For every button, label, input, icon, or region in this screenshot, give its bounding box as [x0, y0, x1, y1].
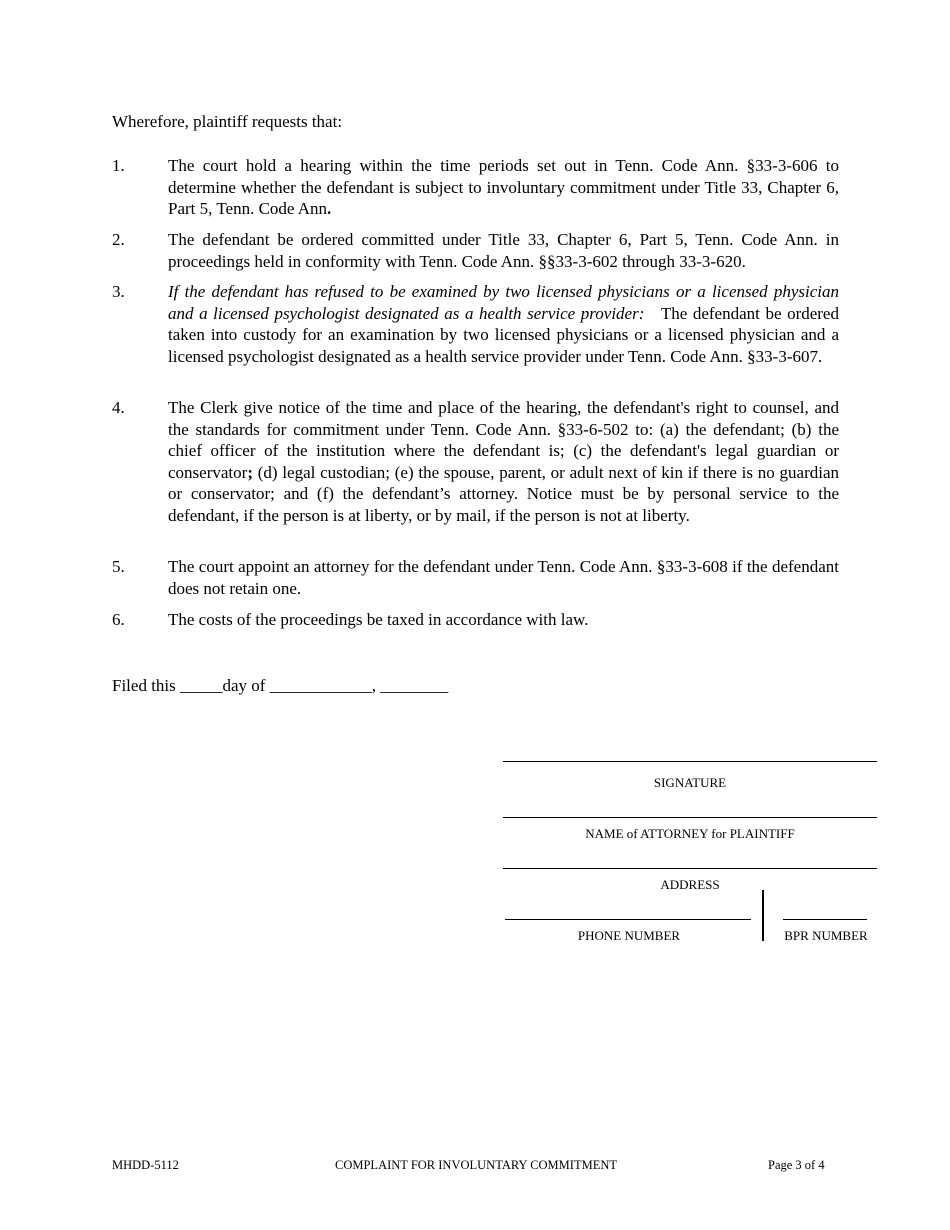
request-text: The defendant be ordered committed under Title 33, Chapter 6, Part 5, Tenn. Code Ann. in proceedings held in conformity with Tenn. Code Ann. §§33-3-602 through 33-3-620. — [168, 230, 839, 271]
request-text: The court appoint an attorney for the defendant under Tenn. Code Ann. §33-3-608 if the defendant does not retain one. — [168, 557, 839, 598]
request-number: 2. — [112, 230, 125, 249]
phone-number-line[interactable] — [505, 919, 751, 920]
attorney-name-line[interactable] — [503, 817, 877, 818]
request-text: If the defendant has refused to be examined by two licensed physicians or a licensed physician and a licensed psychologist designated as a health service provider: The defendant be ordered taken into custody for an examination by two licensed physicians or a licensed physician and a licensed psychologist designated as a health service provider under Tenn. Code Ann. §33-3-607. — [168, 282, 839, 366]
signature-line[interactable] — [503, 761, 877, 762]
intro-text: Wherefore, plaintiff requests that: — [112, 112, 343, 131]
address-line[interactable] — [503, 868, 877, 869]
field-divider — [762, 890, 764, 941]
request-text: The court hold a hearing within the time periods set out in Tenn. Code Ann. §33-3-606 to determine whether the defendant is subject to involuntary commitment under Title 33, Chapter 6, Part 5, Tenn. Code Ann. — [168, 156, 839, 218]
signature-label: SIGNATURE — [653, 775, 727, 790]
form-id: MHDD-5112 — [112, 1158, 179, 1172]
attorney-name-label: NAME of ATTORNEY for PLAINTIFF — [585, 826, 795, 841]
request-number: 4. — [112, 398, 125, 417]
request-text: The Clerk give notice of the time and place of the hearing, the defendant's right to counsel, and the standards for commitment under Tenn. Code Ann. §33-6-502 to: (a) the defendant; (b) the chief officer of the institution where the defendant is; (c) the defendant's legal guardian or conservator; (d) legal custodian; (e) the spouse, parent, or adult next of kin if there is no guardian or conservator; and (f) the defendant’s attorney. Notice must be by personal service to the defendant, if the person is at liberty, or by mail, if the person is not at liberty. — [168, 398, 839, 525]
request-number: 3. — [112, 282, 125, 301]
bpr-number-line[interactable] — [783, 919, 867, 920]
conditional-clause: If the defendant has refused to be examined by two licensed physicians or a licensed physician and a licensed psychologist designated as a health service provider: — [168, 282, 839, 323]
request-number: 5. — [112, 557, 125, 576]
request-text: The costs of the proceedings be taxed in accordance with law. — [168, 610, 589, 629]
bpr-number-label: BPR NUMBER — [784, 928, 868, 943]
form-title: COMPLAINT FOR INVOLUNTARY COMMITMENT — [335, 1158, 617, 1172]
filed-date-line[interactable]: Filed this _____day of ____________, ________ — [112, 676, 449, 695]
request-number: 1. — [112, 156, 125, 175]
page-number: Page 3 of 4 — [768, 1158, 825, 1172]
address-label: ADDRESS — [660, 877, 720, 892]
phone-number-label: PHONE NUMBER — [577, 928, 681, 943]
request-number: 6. — [112, 610, 125, 629]
